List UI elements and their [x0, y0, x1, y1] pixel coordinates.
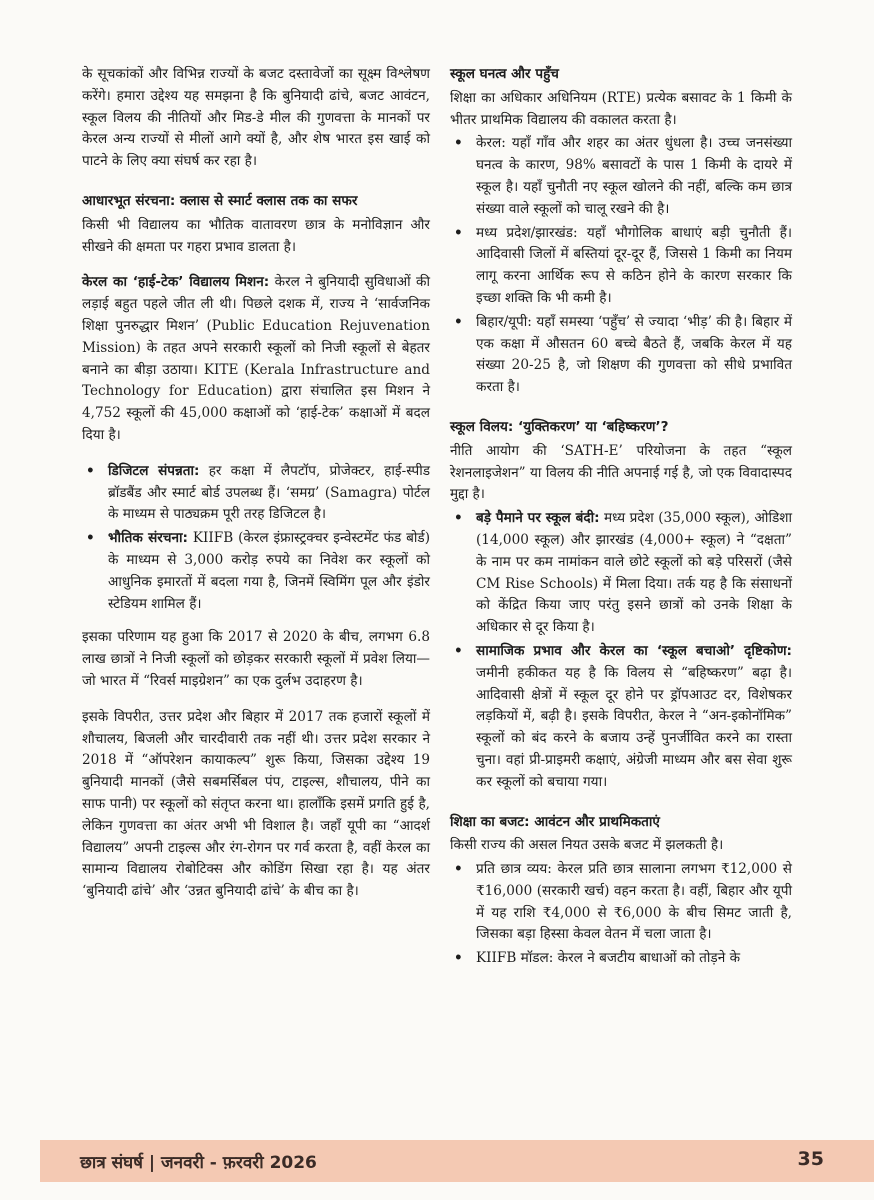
bullet-text: बिहार/यूपी: यहाँ समस्या ‘पहुँच’ से ज्यादा ‘भीड़’ की है। बिहार में एक कक्षा में औसतन 60 बच्चे बैठते हैं, जबकि केरल में यह संख्या 20-25 है, जो शिक्षण की गुणवत्ता को सीधे प्रभावित करता है। [476, 313, 792, 396]
kerala-text: केरल ने बुनियादी सुविधाओं की लड़ाई बहुत पहले जीत ली थी। पिछले दशक में, राज्य ने ‘सार्वजनिक शिक्षा पुनरुद्धार मिशन’ (Public Education Rejuvenation Mission) के तहत अपने सरकारी स्कूलों को निजी स्कूलों से बेहतर बनाने का बीड़ा उठाया। KITE (Kerala Infrastructure and Technology for Education) द्वारा संचालित इस मिशन ने 4,752 स्कूलों की 45,000 कक्षाओं को ‘हाई-टेक’ कक्षाओं में बदल दिया है। [82, 274, 430, 443]
bullet-lead: बड़े पैमाने पर स्कूल बंदी: [476, 510, 600, 527]
bullet-text: KIIFB (केरल इंफ्रास्ट्रक्चर इन्वेस्टमेंट फंड बोर्ड) के माध्यम से 3,000 करोड़ रुपये का निवेश कर स्कूलों को आधुनिक इमारतों में बदला गया है, जिनमें स्विमिंग पूल और इंडोर स्टेडियम शामिल हैं। [108, 530, 431, 612]
budget-paragraph: किसी राज्य की असल नियत उसके बजट में झलकती है। [450, 837, 724, 854]
bullet-icon: • [454, 313, 463, 330]
kerala-paragraph [82, 272, 430, 446]
list-item [82, 461, 430, 526]
page-number: 35 [797, 1148, 824, 1170]
bullet-icon: • [454, 510, 463, 527]
merger-heading: स्कूल विलय: ‘युक्तिकरण’ या ‘बहिष्करण’? [450, 418, 669, 435]
contrast-paragraph: इसके विपरीत, उत्तर प्रदेश और बिहार में 2017 तक हजारों स्कूलों में शौचालय, बिजली और चारदीवारी तक नहीं थी। उत्तर प्रदेश सरकार ने 2018 में “ऑपरेशन कायाकल्प” शुरू किया, जिसका उद्देश्य 19 बुनियादी मानकों (जैसे सबमर्सिबल पंप, टाइल्स, शौचालय, पीने का साफ पानी) पर स्कूलों को संतृप्त करना था। हालाँकि इसमें प्रगति हुई है, लेकिन गुणवत्ता का अंतर अभी भी विशाल है। जहाँ यूपी का “आदर्श विद्यालय” अपनी टाइल्स और रंग-रोगन पर गर्व करता है, वहीं केरल का सामान्य विद्यालय रोबोटिक्स और कोडिंग सिखा रहा है। यह अंतर ‘बुनियादी ढांचे’ और ‘उन्नत बुनियादी ढांचे’ के बीच का है। [82, 708, 430, 900]
budget-heading: शिक्षा का बजट: आवंटन और प्राथमिकताएं [450, 813, 660, 830]
bullet-icon: • [86, 462, 95, 479]
bullet-text: हर कक्षा में लैपटॉप, प्रोजेक्टर, हाई-स्पीड ब्रॉडबैंड और स्मार्ट बोर्ड उपलब्ध हैं। ‘समग्र’ (Samagra) पोर्टल के माध्यम से पाठ्यक्रम पूरी तरह डिजिटल है। [108, 462, 430, 523]
bullet-icon: • [454, 950, 463, 967]
bullet-lead: डिजिटल संपन्नता: [108, 462, 200, 479]
bullet-icon: • [454, 135, 463, 152]
result-paragraph: इसका परिणाम यह हुआ कि 2017 से 2020 के बीच, लगभग 6.8 लाख छात्रों ने निजी स्कूलों को छोड़कर सरकारी स्कूलों में प्रवेश लिया—जो भारत में “रिवर्स माइग्रेशन” का एक दुर्लभ उदाहरण है। [82, 629, 430, 689]
bullet-text: प्रति छात्र व्यय: केरल प्रति छात्र सालाना लगभग ₹12,000 से ₹16,000 (सरकारी खर्च) वहन करता है। वहीं, बिहार और यूपी में यह राशि ₹4,000 से ₹6,000 के बीच सिमट जाती है, जिसका बड़ा हिस्सा केवल वेतन में चला जाता है। [476, 861, 792, 943]
bullet-icon: • [454, 224, 463, 241]
list-item [450, 508, 792, 639]
merger-paragraph: नीति आयोग की ‘SATH-E’ परियोजना के तहत “स्कूल रेशनलाइजेशन” या विलय की नीति अपनाई गई है, जो एक विवादास्पद मुद्दा है। [450, 442, 792, 503]
list-item [82, 528, 430, 615]
merger-bullet-list [450, 508, 792, 793]
bullet-icon: • [454, 861, 463, 878]
intro-paragraph: के सूचकांकों और विभिन्न राज्यों के बजट दस्तावेजों का सूक्ष्म विश्लेषण करेंगे। हमारा उद्देश्य यह समझना है कि बुनियादी ढांचे, बजट आवंटन, स्कूल विलय की नीतियों और मिड-डे मील की गुणवत्ता के मानकों पर केरल अन्य राज्यों से मीलों आगे क्यों है, और शेष भारत इस खाई को पाटने के लिए क्या संघर्ष कर रहा है। [82, 66, 430, 170]
kerala-bullet-list [82, 461, 430, 616]
bullet-text: मध्य प्रदेश (35,000 स्कूल), ओडिशा (14,000 स्कूल) और झारखंड (4,000+ स्कूल) ने “दक्षता” के नाम पर कम नामांकन वाले छोटे स्कूलों को बड़े परिसरों (जैसे CM Rise Schools) में मिला दिया। तर्क यह है कि संसाधनों को केंद्रित किया जाए परंतु इसने छात्रों को उनके शिक्षा के अधिकार से दूर किया है। [476, 510, 792, 636]
bullet-text: KIIFB मॉडल: केरल ने बजटीय बाधाओं को तोड़ने के [476, 950, 741, 967]
bullet-text: जमीनी हकीकत यह है कि विलय से “बहिष्करण” बढ़ा है। आदिवासी क्षेत्रों में स्कूल दूर होने पर ड्रॉपआउट दर, विशेषकर लड़कियों में, बढ़ी है। इसके विपरीत, केरल ने “अन-इकोनॉमिक” स्कूलों को बंद करने के बजाय उन्हें पुनर्जीवित करने का रास्ता चुना। वहां प्री-प्राइमरी कक्षाएं, अंग्रेजी माध्यम और बस सेवा शुरू कर स्कूलों को बचाया गया। [476, 664, 792, 790]
list-item [450, 133, 792, 220]
density-paragraph: शिक्षा का अधिकार अधिनियम (RTE) प्रत्येक बसावट के 1 किमी के भीतर प्राथमिक विद्यालय की वकालत करता है। [450, 89, 792, 128]
right-column [450, 64, 792, 982]
density-bullet-list [450, 133, 792, 399]
publication-title: छात्र संघर्ष | जनवरी - फ़रवरी 2026 [80, 1153, 317, 1173]
infra-heading: आधारभूत संरचना: क्लास से स्मार्ट क्लास तक का सफर [82, 192, 358, 209]
list-item [450, 948, 792, 970]
bullet-icon: • [454, 642, 463, 659]
list-item [450, 223, 792, 310]
list-item [450, 641, 792, 794]
density-heading: स्कूल घनत्व और पहुँच [450, 66, 559, 82]
left-column [82, 64, 430, 917]
infra-paragraph: किसी भी विद्यालय का भौतिक वातावरण छात्र के मनोविज्ञान और सीखने की क्षमता पर गहरा प्रभाव डालता है। [82, 216, 430, 255]
bullet-text: मध्य प्रदेश/झारखंड: यहाँ भौगोलिक बाधाएं बड़ी चुनौती हैं। आदिवासी जिलों में बस्तियां दूर-दूर हैं, जिससे 1 किमी का नियम लागू करना आर्थिक रूप से कठिन होने के कारण सरकार कि इच्छा शक्ति कि भी कमी है। [476, 224, 792, 306]
bullet-lead: भौतिक संरचना: [108, 530, 188, 547]
list-item [450, 312, 792, 399]
bullet-lead: सामाजिक प्रभाव और केरल का ‘स्कूल बचाओ’ दृष्टिकोण: [476, 642, 792, 659]
bullet-icon: • [86, 530, 95, 547]
footer-band [40, 1140, 874, 1182]
list-item [450, 859, 792, 946]
bullet-text: केरल: यहाँ गाँव और शहर का अंतर धुंधला है। उच्च जनसंख्या घनत्व के कारण, 98% बसावटों के पास 1 किमी के दायरे में स्कूल है। यहाँ चुनौती नए स्कूल खोलने की नहीं, बल्कि कम छात्र संख्या वाले स्कूलों को चालू रखने की है। [476, 135, 792, 217]
budget-bullet-list [450, 859, 792, 970]
kerala-lead: केरल का ‘हाई-टेक’ विद्यालय मिशन: [82, 274, 270, 291]
